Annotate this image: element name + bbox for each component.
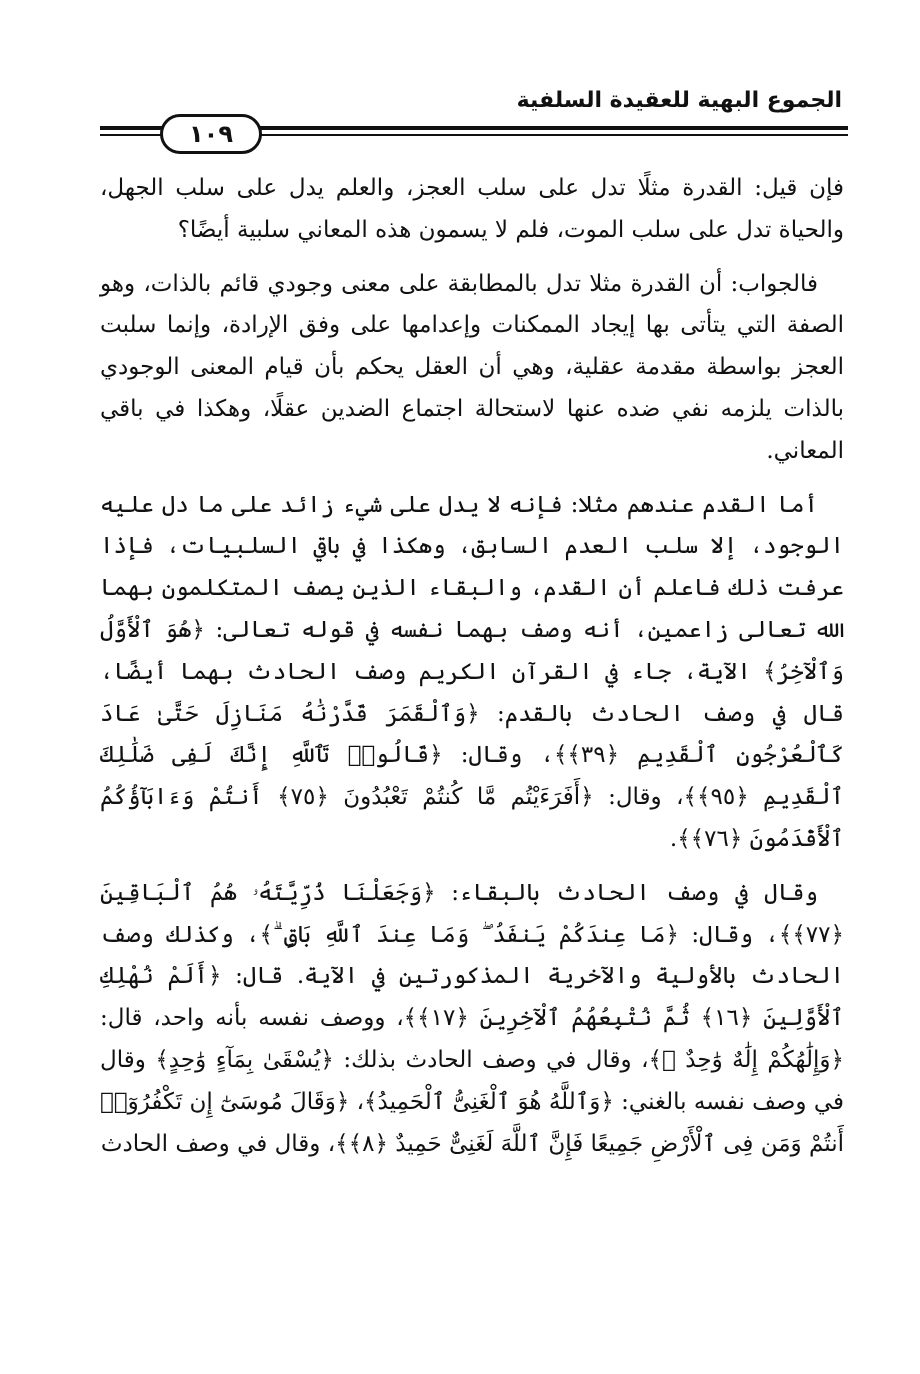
paragraph-baqa: وقال في وصف الحادث بالبقاء: ﴿وَجَعَلْنَا ذُرِّيَّتَهُۥ هُمُ ٱلْبَاقِينَ ﴿٧٧﴾﴾، وقال: ﴿مَا عِندَكُمْ يَنفَدُ ۖ وَمَا عِندَ ٱللَّهِ بَاقٍ ۗ﴾، وكذلك وصف الحادث بالأولية والآخرية المذكورتين في الآية. قال: ﴿أَلَمْ نُهْلِكِ ٱلْأَوَّلِينَ ﴿١٦﴾ ثُمَّ نُتْبِعُهُمُ ٱلْآخِرِينَ ﴿١٧﴾﴾، ووصف نفسه بأنه واحد، قال: ﴿وَإِلَٰهُكُمْ إِلَٰهٌ وَٰحِدٌ ۖ﴾، وقال في وصف الحادث بذلك: ﴿يُسْقَىٰ بِمَآءٍ وَٰحِدٍ﴾ وقال في وصف نفسه بالغني: ﴿وَٱللَّهُ هُوَ ٱلْغَنِىُّ ٱلْحَمِيدُ﴾، ﴿وَقَالَ مُوسَىٰٓ إِن تَكْفُرُوٓا۟ أَنتُمْ وَمَن فِى ٱلْأَرْضِ جَمِيعًا فَإِنَّ ٱللَّهَ لَغَنِىٌّ حَمِيدٌ ﴿٨﴾﴾، وقال في وصف الحادث	[100, 879, 845, 1157]
running-title: الجموع البهية للعقيدة السلفية	[516, 88, 842, 113]
paragraph-question: فإن قيل: القدرة مثلًا تدل على سلب العجز، والعلم يدل على سلب الجهل، والحياة تدل على سلب الموت، فلم لا يسمون هذه المعاني سلبية أيضًا؟	[100, 175, 844, 243]
page-number: ١٠٩	[160, 114, 262, 154]
paragraph-answer: فالجواب: أن القدرة مثلا تدل بالمطابقة على معنى وجودي قائم بالذات، وهو الصفة التي يتأتى بها إيجاد الممكنات وإعدامها على وفق الإرادة، وإنما سلبت العجز بواسطة مقدمة عقلية، وهي أن العقل يحكم بأن قيام المعنى الوجودي بالذات يلزمه نفي ضده عنها لاستحالة اجتماع الضدين عقلًا، وهكذا في باقي المعاني.	[100, 270, 844, 464]
page-body	[100, 168, 844, 1177]
paragraph-qidam: أما القدم عندهم مثلا: فإنه لا يدل على شيء زائد على ما دل عليه الوجود، إلا سلب العدم السابق، وهكذا في باقي السلبيات، فإذا عرفت ذلك فاعلم أن القدم، والبقاء الذين يصف المتكلمون بهما الله تعالى زاعمين، أنه وصف بهما نفسه في قوله تعالى: ﴿هُوَ ٱلْأَوَّلُ وَٱلْآخِرُ﴾ الآية، جاء في القرآن الكريم وصف الحادث بهما أيضًا، قال في وصف الحادث بالقدم: ﴿وَٱلْقَمَرَ قَدَّرْنَٰهُ مَنَازِلَ حَتَّىٰ عَادَ كَٱلْعُرْجُونِ ٱلْقَدِيمِ ﴿٣٩﴾﴾، وقال: ﴿قَالُوا۟ تَٱللَّهِ إِنَّكَ لَفِى ضَلَٰلِكَ ٱلْقَدِيمِ ﴿٩٥﴾﴾، وقال: ﴿أَفَرَءَيْتُم مَّا كُنتُمْ تَعْبُدُونَ ﴿٧٥﴾ أَنتُمْ وَءَابَآؤُكُمُ ٱلْأَقْدَمُونَ ﴿٧٦﴾﴾.	[100, 491, 845, 852]
page-header	[100, 86, 848, 150]
